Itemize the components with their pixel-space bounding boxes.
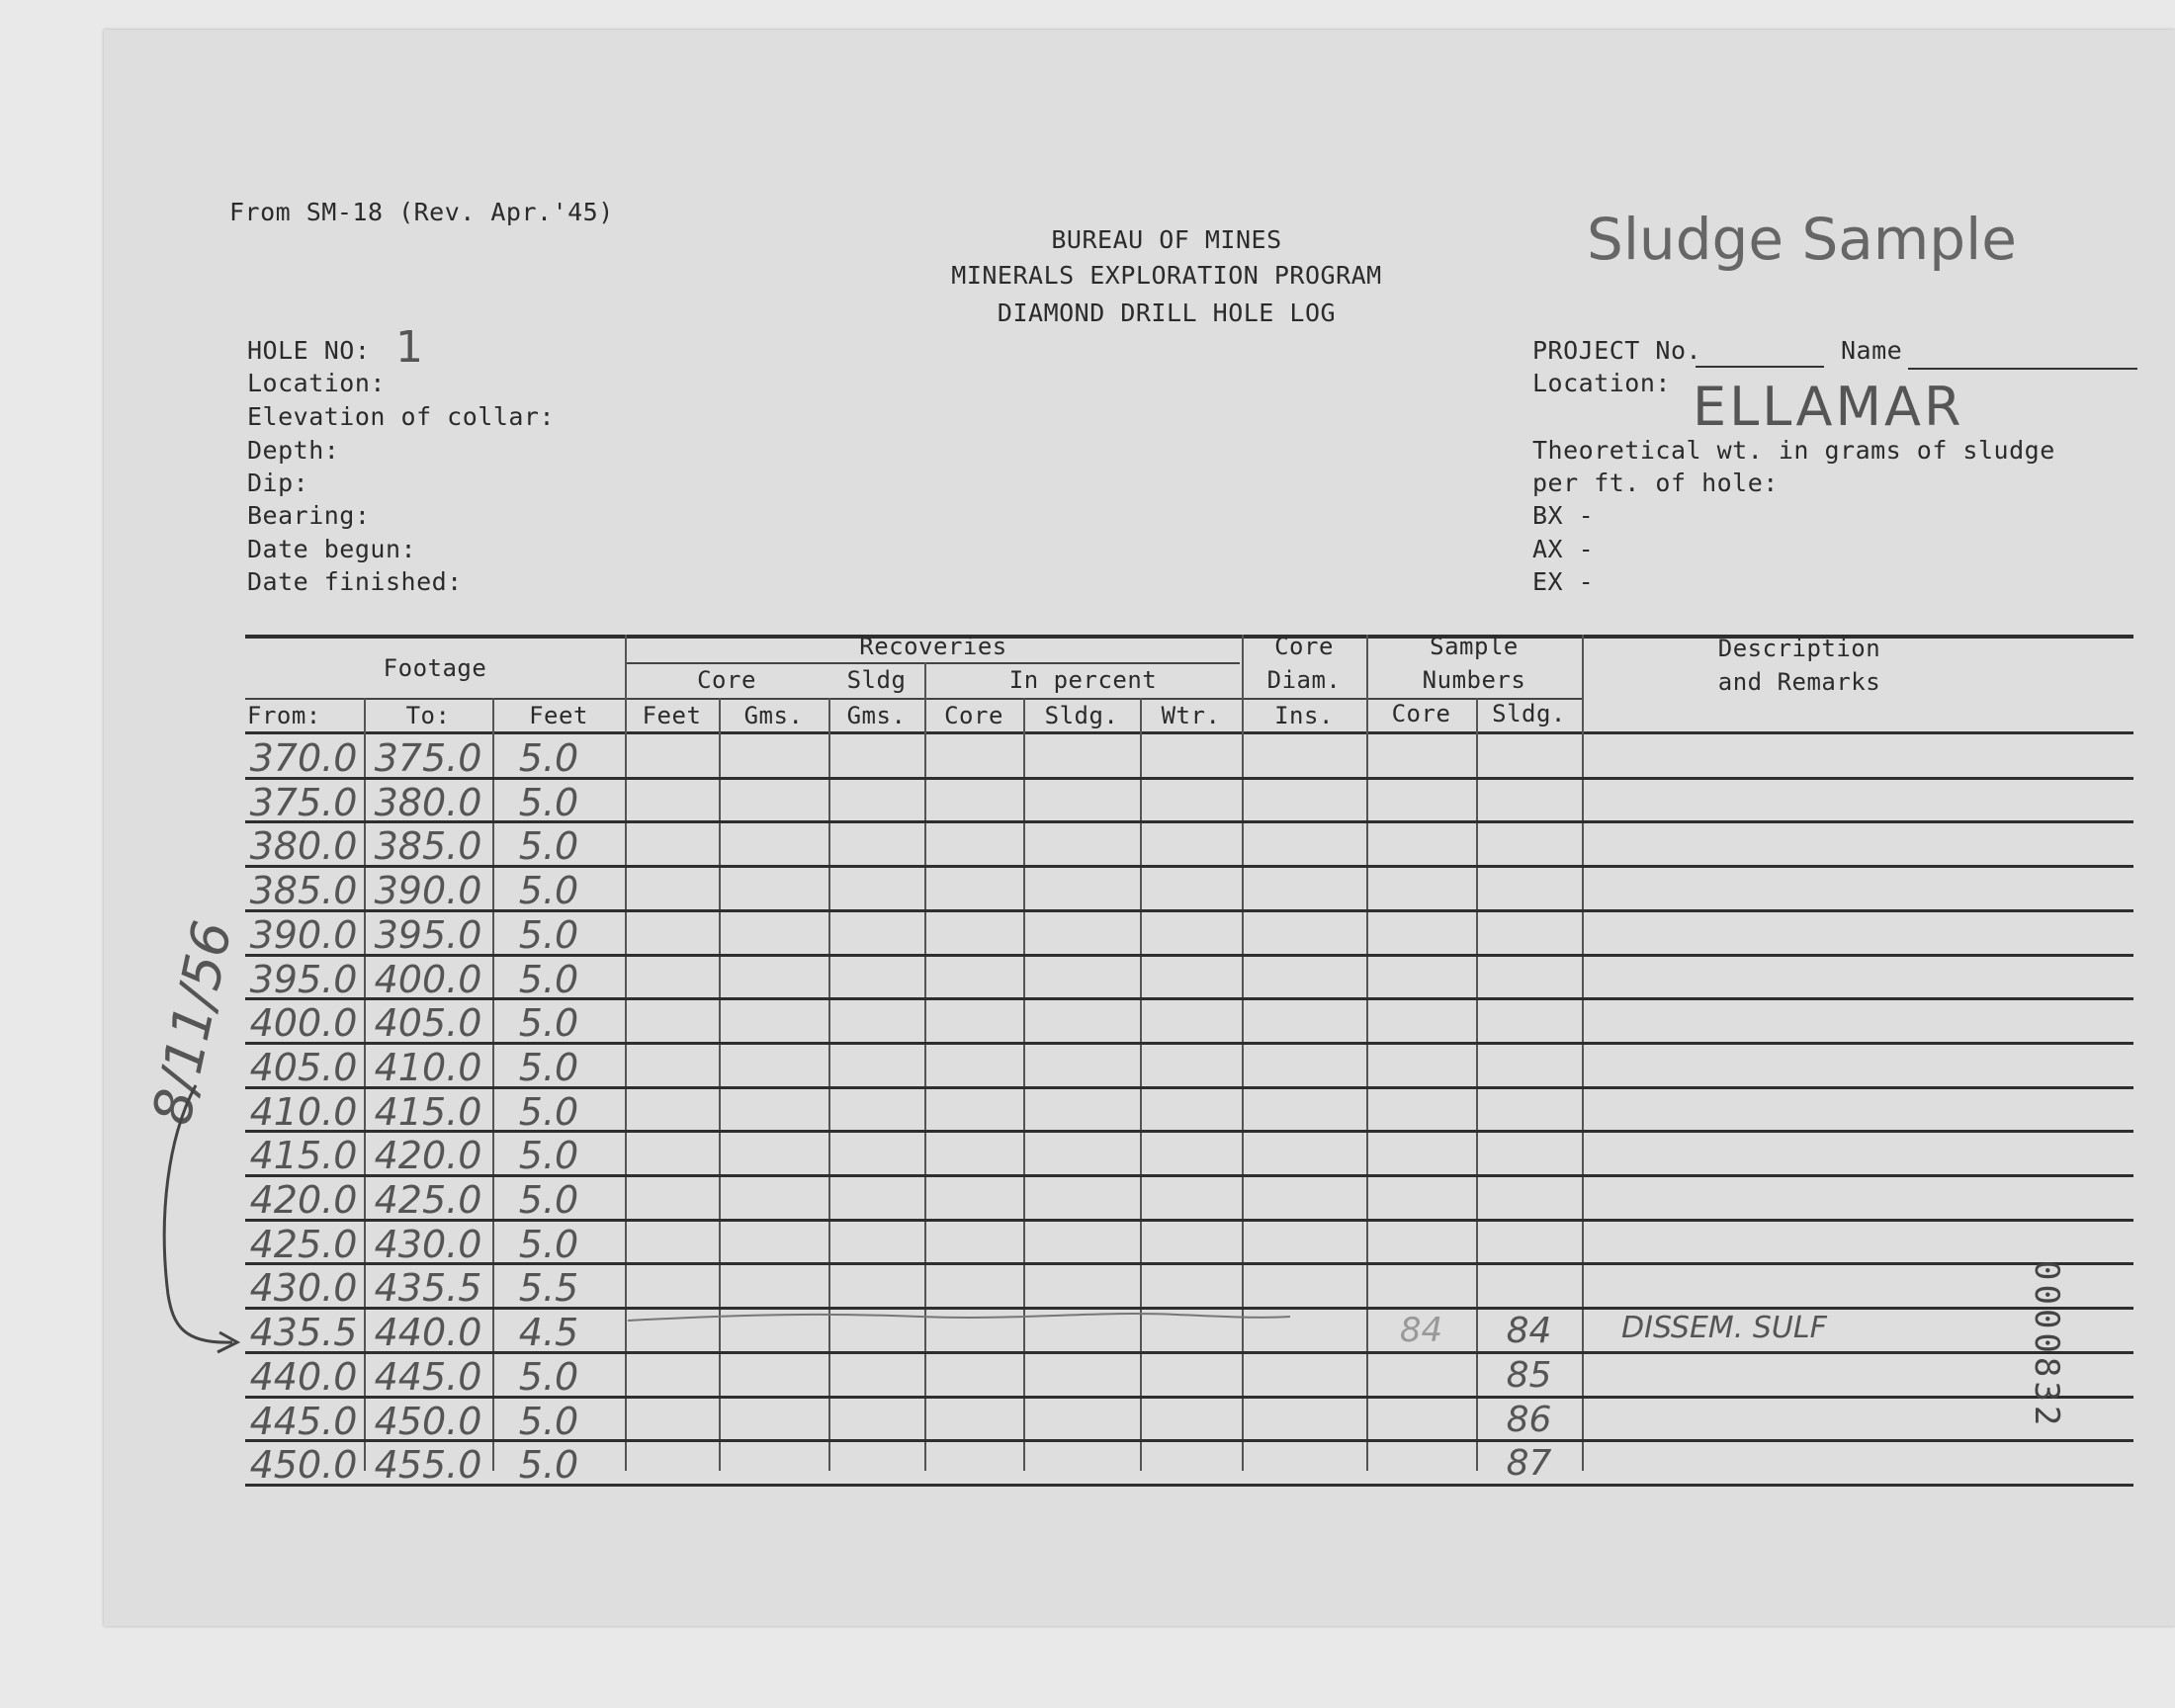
location-label: Location: [247,369,386,397]
col-pct-core: Core [944,702,1003,729]
bearing-label: Bearing: [247,501,371,530]
cell-to: 380.0 [374,780,482,824]
cell-feet: 5.0 [518,1399,579,1443]
cell-feet: 5.0 [518,957,579,1001]
vline-feet-gms [719,698,721,1471]
vline-footage-recoveries [625,635,627,1471]
cell-to: 400.0 [374,957,482,1001]
recoveries-header: Recoveries [859,633,1007,660]
form-number: From SM-18 (Rev. Apr.'45) [229,198,614,226]
theoretical-line-2: per ft. of hole: [1532,469,1779,497]
cell-to: 420.0 [374,1134,482,1178]
cell-to: 440.0 [374,1311,482,1355]
col-diam-ins: Ins. [1274,702,1334,729]
cell-to: 410.0 [374,1045,482,1089]
depth-label: Depth: [247,436,340,465]
cell-feet: 5.0 [518,912,579,957]
handwritten-title: Sludge Sample [1587,206,2017,273]
date-finished-label: Date finished: [247,567,463,596]
description-header-2: and Remarks [1717,668,1881,696]
cell-from: 400.0 [249,1001,358,1046]
cell-from: 450.0 [249,1443,358,1488]
cell-from: 410.0 [249,1089,358,1134]
col-feet: Feet [529,702,588,729]
description-header-1: Description [1717,635,1881,662]
sample-header-1: Sample [1430,633,1519,660]
cell-to: 445.0 [374,1354,482,1399]
cell-sample-sldg: 84 [1506,1311,1552,1352]
vline-core-sldg [1023,698,1025,1471]
col-core-feet: Feet [642,702,702,729]
cell-sample-sldg: 85 [1506,1354,1552,1396]
right-location-label: Location: [1532,369,1671,397]
margin-bracket-arrow [138,1077,257,1374]
cell-feet: 5.0 [518,1089,579,1134]
elevation-label: Elevation of collar: [247,402,556,431]
cell-feet: 5.0 [518,1134,579,1178]
col-pct-sldg: Sldg. [1044,702,1119,729]
hole-no-value: 1 [395,322,423,373]
name-label: Name [1841,336,1903,365]
vline-sldg-wtr [1140,698,1142,1471]
document-number: 0000832 [2027,1260,2066,1430]
vline-sample-description [1582,635,1584,1471]
col-pct-wtr: Wtr. [1161,702,1221,729]
cell-to: 395.0 [374,912,482,957]
cell-from: 370.0 [249,736,358,780]
vline-recoveries-diam [1242,635,1244,1471]
cell-feet: 5.0 [518,736,579,780]
col-from: From: [247,702,321,729]
cell-from: 385.0 [249,869,358,913]
vline-sldg-percent [924,662,926,1471]
margin-date: 8/11/56 [140,915,244,1131]
cell-to: 450.0 [374,1399,482,1443]
col-core-gms: Gms. [743,702,804,729]
theoretical-line-1: Theoretical wt. in grams of sludge [1532,436,2055,465]
cell-from: 375.0 [249,780,358,824]
ax-label: AX - [1532,535,1595,563]
cell-to: 435.5 [374,1266,482,1311]
name-blank [1908,368,2137,370]
cell-from: 430.0 [249,1266,358,1311]
cell-feet: 5.0 [518,869,579,913]
header-line-1: BUREAU OF MINES [1051,225,1282,254]
ex-label: EX - [1532,567,1595,596]
core-diam-header-2: Diam. [1266,666,1342,694]
cell-to: 375.0 [374,736,482,780]
cell-from: 390.0 [249,912,358,957]
hole-no-label: HOLE NO: [247,336,371,365]
cell-sample-sldg: 86 [1506,1399,1552,1440]
cell-to: 390.0 [374,869,482,913]
cell-from: 415.0 [249,1134,358,1178]
header-bottom-border [245,731,2133,734]
header-line-2: MINERALS EXPLORATION PROGRAM [951,261,1382,290]
cell-feet: 5.0 [518,1178,579,1222]
col-sldg-gms: Gms. [846,702,907,729]
cell-feet: 5.5 [518,1266,579,1311]
sldg-subheader: Sldg [846,666,907,694]
cell-sample-sldg: 87 [1506,1443,1552,1485]
cell-from: 405.0 [249,1045,358,1089]
cell-to: 430.0 [374,1222,482,1266]
cell-to: 455.0 [374,1443,482,1488]
cell-from: 440.0 [249,1354,358,1399]
col-sample-core: Core [1391,700,1451,727]
cell-from: 380.0 [249,824,358,869]
cell-from: 425.0 [249,1222,358,1266]
footage-header: Footage [383,654,487,682]
project-label: PROJECT No. [1532,336,1702,365]
cell-from: 445.0 [249,1399,358,1443]
cell-to: 425.0 [374,1178,482,1222]
cell-from: 435.5 [249,1311,358,1355]
cell-feet: 5.0 [518,1443,579,1488]
core-diam-header-1: Core [1274,633,1334,660]
date-begun-label: Date begun: [247,535,417,563]
cell-feet: 5.0 [518,780,579,824]
cell-to: 415.0 [374,1089,482,1134]
cell-feet: 5.0 [518,824,579,869]
sample-header-2: Numbers [1422,666,1526,694]
cell-from: 420.0 [249,1178,358,1222]
bx-label: BX - [1532,501,1595,530]
col-to: To: [405,702,451,729]
cell-feet: 4.5 [518,1311,579,1355]
header-line-3: DIAMOND DRILL HOLE LOG [997,299,1337,327]
project-blank [1696,366,1824,368]
cell-feet: 5.0 [518,1045,579,1089]
col-sample-sldg: Sldg. [1492,700,1566,727]
cell-feet: 5.0 [518,1001,579,1046]
core-subheader: Core [697,666,756,694]
cell-to: 405.0 [374,1001,482,1046]
vline-gms-gms [828,698,830,1471]
cell-from: 395.0 [249,957,358,1001]
cell-feet: 5.0 [518,1222,579,1266]
cell-remarks: DISSEM. SULF [1621,1311,1827,1346]
cell-sample-core: 84 [1399,1311,1443,1351]
in-percent-subheader: In percent [1008,666,1158,694]
cell-feet: 5.0 [518,1354,579,1399]
dip-label: Dip: [247,469,309,497]
cell-to: 385.0 [374,824,482,869]
wavy-line-mark [623,1305,1295,1334]
recoveries-underline [625,662,1240,664]
location-value: ELLAMAR [1693,376,1964,438]
